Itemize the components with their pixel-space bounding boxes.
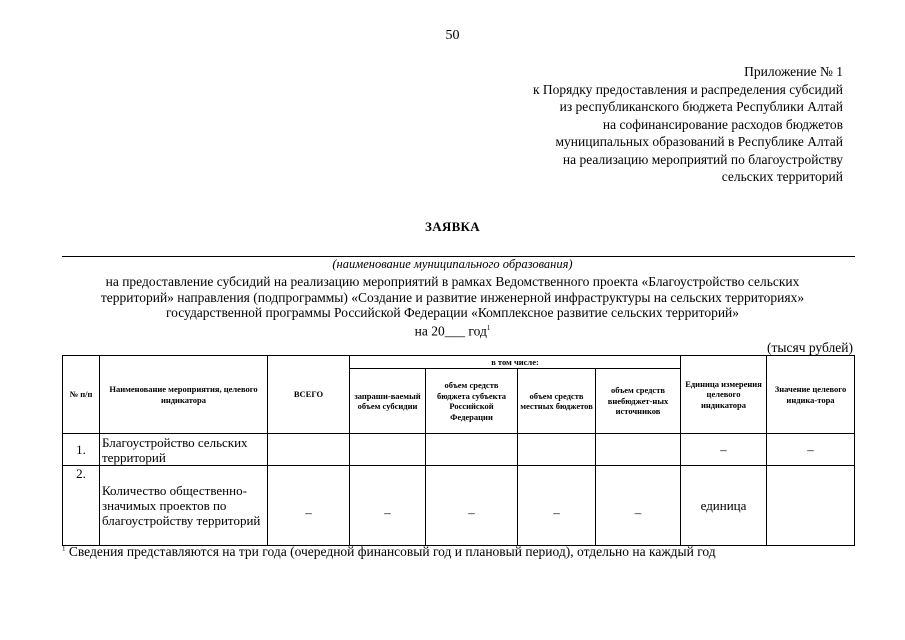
header-requested: запраши-ваемый объем субсидии [350, 369, 426, 434]
intro-year-line [0, 321, 905, 339]
header-num: № п/п [63, 356, 100, 434]
header-federal: объем средств бюджета субъекта Российской Федерации [426, 369, 518, 434]
year-text: на 20___ год [414, 323, 487, 338]
intro-line: на предоставление субсидий на реализацию мероприятий в рамках Ведомственного проекта «Благоустройство сельских [105, 274, 800, 289]
footnote-mark: 1 [62, 544, 66, 553]
row-target: – [767, 434, 855, 466]
header-total: ВСЕГО [268, 356, 350, 434]
row-federal [426, 434, 518, 466]
header-local: объем средств местных бюджетов [518, 369, 596, 434]
row-total [268, 434, 350, 466]
row-local [518, 434, 596, 466]
header-name: Наименование мероприятия, целевого индикатора [100, 356, 268, 434]
page-number: 50 [445, 28, 460, 43]
header-unit: Единица измерения целевого индикатора [681, 356, 767, 434]
appendix-line: Приложение № 1 [744, 64, 843, 79]
row-name: Количество общественно-значимых проектов по благоустройству территорий [100, 466, 268, 546]
application-intro [0, 274, 905, 339]
header-offbudget: объем средств внебюджет-ных источников [596, 369, 681, 434]
intro-line: государственной программы Российской Федерации «Комплексное развитие сельских территорий» [165, 305, 740, 320]
row-requested: – [350, 466, 426, 546]
municipality-caption: (наименование муниципального образования) [332, 257, 573, 271]
appendix-line: из республиканского бюджета Республики Алтай [559, 99, 843, 114]
row-target [767, 466, 855, 546]
row-unit: единица [681, 466, 767, 546]
row-federal: – [426, 466, 518, 546]
row-name: Благоустройство сельских территорий [100, 434, 268, 466]
intro-line: территорий» направления (подпрограммы) «Создание и развитие инженерной инфраструктуры на сельских территориях» [100, 289, 805, 305]
header-target: Значение целевого индика-тора [767, 356, 855, 434]
footnote [62, 544, 716, 560]
appendix-line: к Порядку предоставления и распределения субсидий [532, 81, 843, 97]
appendix-line: муниципальных образований в Республике Алтай [555, 134, 843, 149]
table-row [63, 434, 855, 466]
subsidy-table [62, 355, 855, 546]
footnote-text: Сведения представляются на три года (очередной финансовый год и плановый период), отдельно на каждый год [65, 544, 716, 559]
appendix-line: на реализацию мероприятий по благоустройству [562, 151, 843, 167]
document-title: ЗАЯВКА [425, 219, 480, 234]
row-requested [350, 434, 426, 466]
row-unit: – [681, 434, 767, 466]
appendix-line: сельских территорий [721, 169, 843, 184]
header-including: в том числе: [350, 356, 681, 369]
row-num: 1. [63, 434, 100, 466]
year-footnote-mark: 1 [486, 323, 491, 332]
units-label: (тысяч рублей) [767, 340, 853, 355]
row-num: 2. [63, 466, 100, 546]
row-offbudget [596, 434, 681, 466]
row-local: – [518, 466, 596, 546]
row-total: – [268, 466, 350, 546]
appendix-header [533, 63, 843, 186]
table-row [63, 466, 855, 546]
row-offbudget: – [596, 466, 681, 546]
appendix-line: на софинансирование расходов бюджетов [602, 116, 843, 132]
